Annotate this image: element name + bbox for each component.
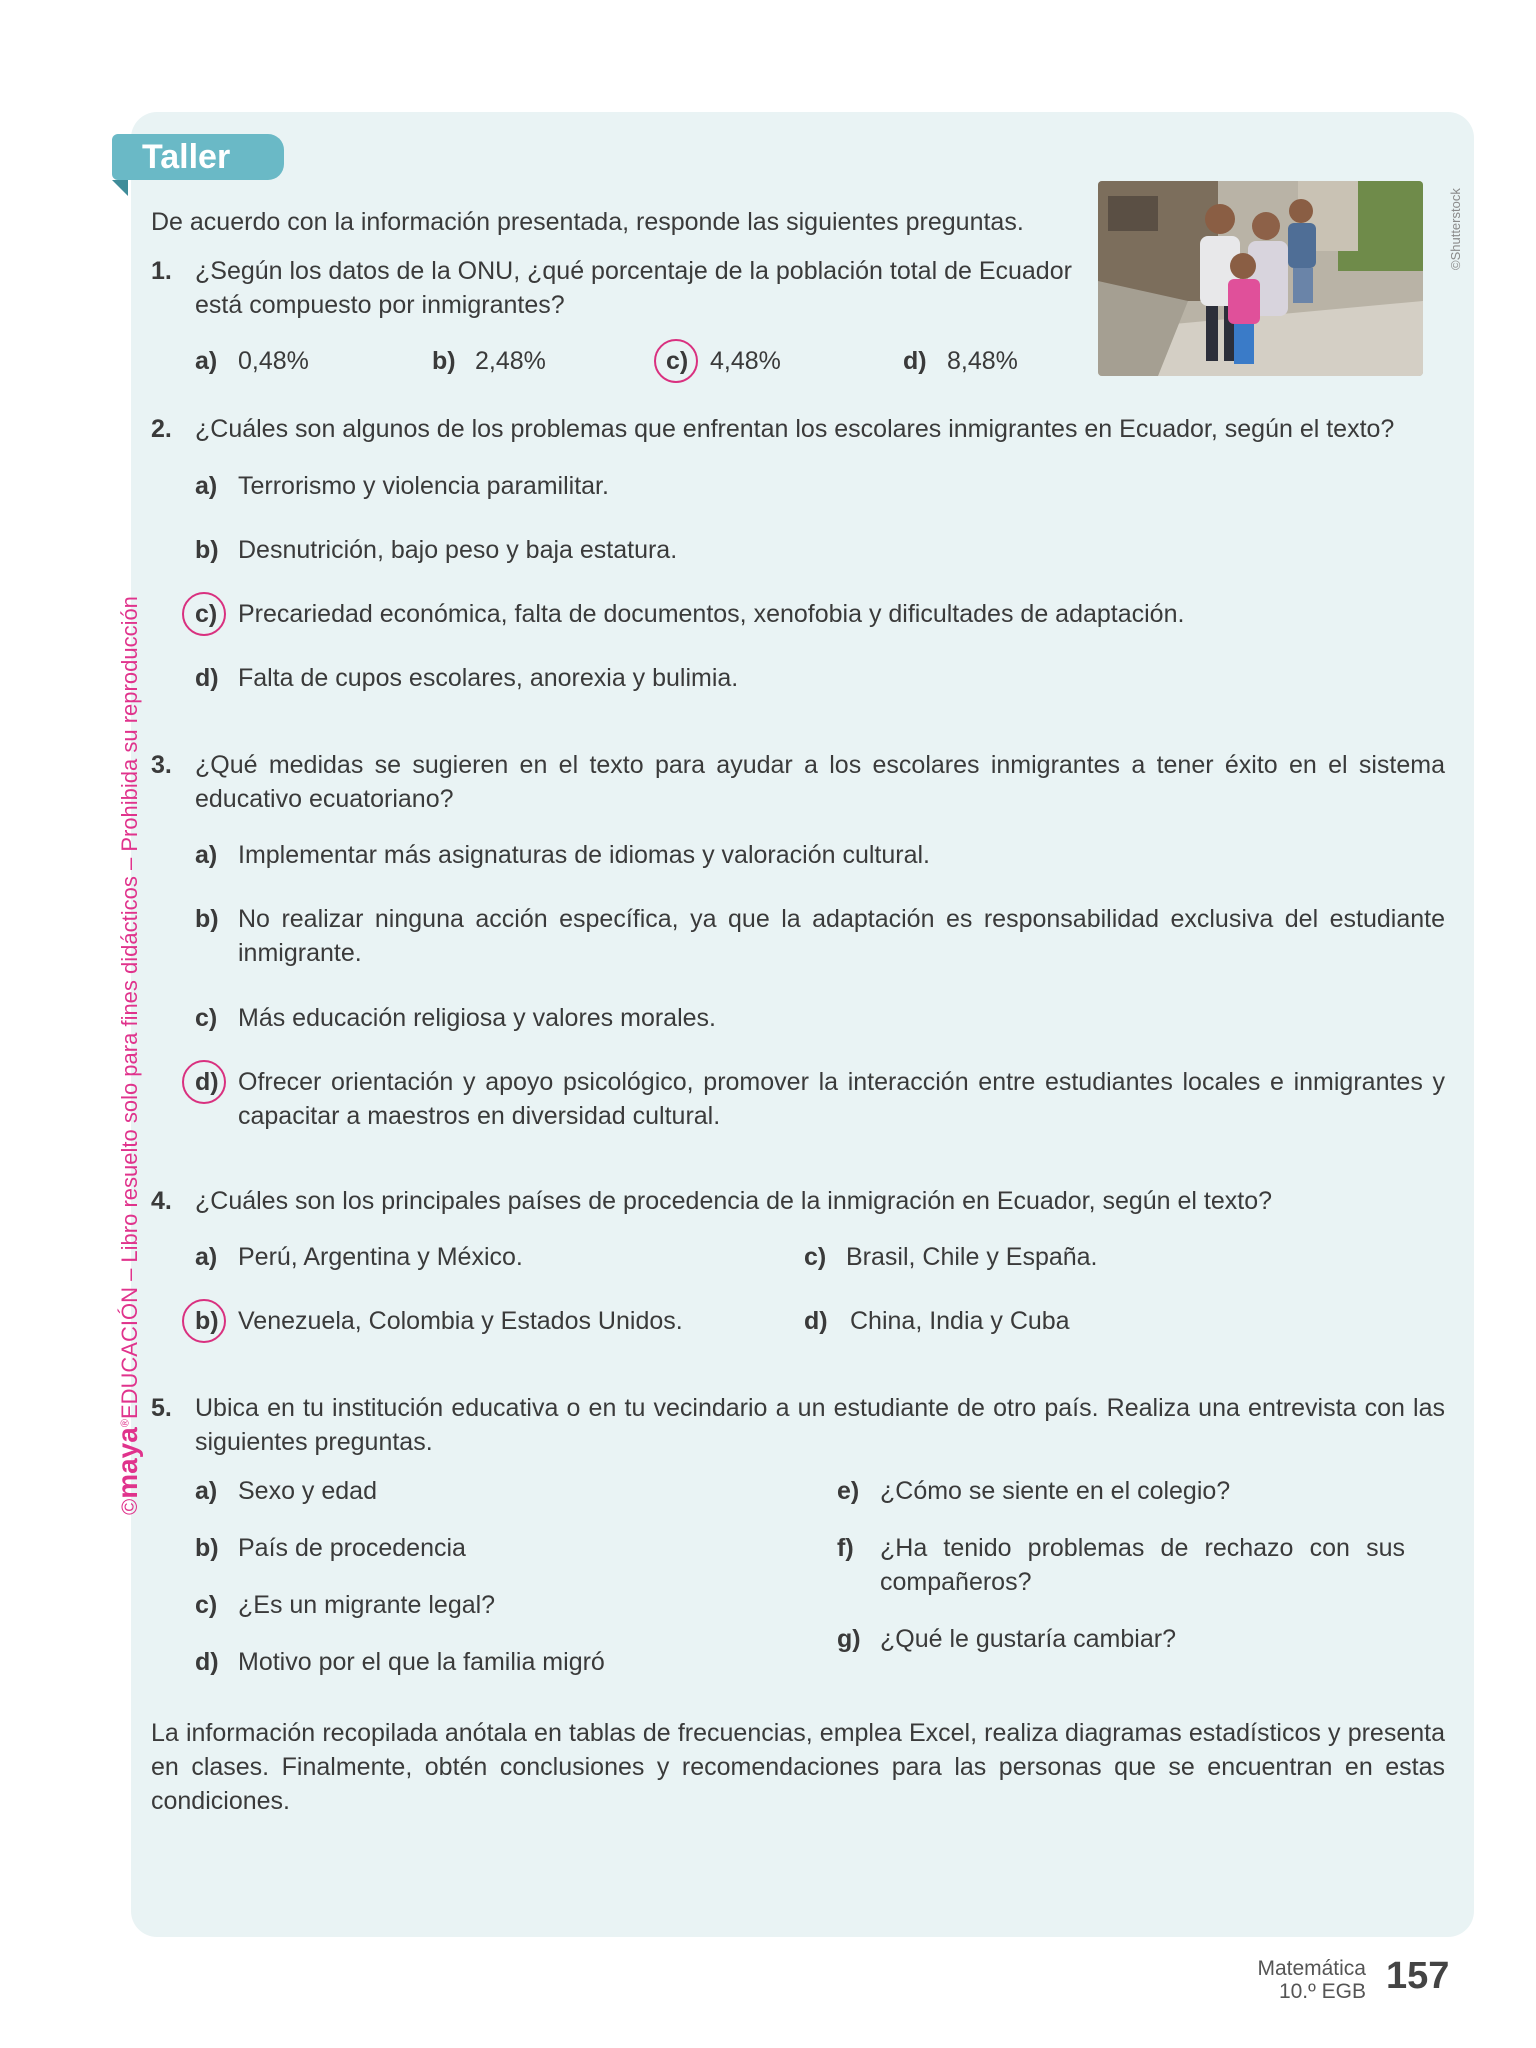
question-number: 5. xyxy=(151,1394,172,1422)
item-label: b) xyxy=(195,1534,219,1562)
item-label: e) xyxy=(837,1477,860,1505)
item-text: Motivo por el que la familia migró xyxy=(238,1648,605,1676)
grade-level: 10.º EGB xyxy=(1278,1980,1366,2003)
item-label: g) xyxy=(837,1625,861,1653)
question-text: ¿Qué medidas se sugieren en el texto para ayudar a los escolares inmigrantes a tener éxito en el sistema educativo ecuatoriano? xyxy=(195,751,1445,813)
item-label: a) xyxy=(195,1477,218,1505)
option-text: Venezuela, Colombia y Estados Unidos. xyxy=(238,1307,683,1335)
question-number: 2. xyxy=(151,415,172,443)
option-text: Falta de cupos escolares, anorexia y bulimia. xyxy=(238,664,739,692)
question-number: 1. xyxy=(151,257,172,285)
option-text: Brasil, Chile y España. xyxy=(846,1243,1098,1271)
family-photo xyxy=(1098,181,1423,376)
option-label: b) xyxy=(195,1307,219,1335)
option-text: 8,48% xyxy=(947,347,1018,375)
option-label: c) xyxy=(195,1004,218,1032)
sidebar-text: EDUCACIÓN – Libro resuelto solo para fines didácticos – Prohibida su reproducción xyxy=(117,596,142,1420)
question-text: ¿Según los datos de la ONU, ¿qué porcentaje de la población total de Ecuador está compuesto por inmigrantes? xyxy=(195,257,1072,319)
option-label: a) xyxy=(195,472,218,500)
option-label: c) xyxy=(666,347,689,375)
option-text: Ofrecer orientación y apoyo psicológico, promover la interacción entre estudiantes locales e inmigrantes y capacitar a maestros en diversidad cultural. xyxy=(238,1068,1445,1130)
publisher-sidebar xyxy=(112,596,144,1515)
option-text: 2,48% xyxy=(475,347,546,375)
option-text: Más educación religiosa y valores morales. xyxy=(238,1004,716,1032)
question-text: ¿Cuáles son los principales países de procedencia de la inmigración en Ecuador, según el texto? xyxy=(195,1187,1273,1215)
question-number: 4. xyxy=(151,1187,172,1215)
option-label: a) xyxy=(195,841,218,869)
item-text: País de procedencia xyxy=(238,1534,466,1562)
question-text: ¿Cuáles son algunos de los problemas que enfrentan los escolares inmigrantes en Ecuador, según el texto? xyxy=(195,415,1395,443)
option-text: No realizar ninguna acción específica, ya que la adaptación es responsabilidad exclusiva del estudiante inmigrante. xyxy=(238,905,1445,967)
taller-tab: Taller xyxy=(112,134,284,180)
option-text: China, India y Cuba xyxy=(850,1307,1070,1335)
option-label: b) xyxy=(432,347,456,375)
registered-symbol: ® xyxy=(119,1419,132,1428)
option-label: a) xyxy=(195,347,218,375)
question-text: Ubica en tu institución educativa o en tu vecindario a un estudiante de otro país. Realiza una entrevista con las siguientes preguntas. xyxy=(195,1394,1445,1456)
option-text: Precariedad económica, falta de documentos, xenofobia y dificultades de adaptación. xyxy=(238,600,1185,628)
page-number: 157 xyxy=(1386,1955,1450,1997)
item-text: ¿Cómo se siente en el colegio? xyxy=(880,1477,1231,1505)
option-label: d) xyxy=(804,1307,828,1335)
item-text: ¿Es un migrante legal? xyxy=(238,1591,496,1619)
item-label: f) xyxy=(837,1534,854,1562)
option-label: b) xyxy=(195,536,219,564)
closing-paragraph: La información recopilada anótala en tablas de frecuencias, emplea Excel, realiza diagramas estadísticos y presenta en clases. Finalmente, obtén conclusiones y recomendaciones para las personas que se encuentran en estas condiciones. xyxy=(151,1719,1445,1815)
item-label: d) xyxy=(195,1648,219,1676)
option-text: Desnutrición, bajo peso y baja estatura. xyxy=(238,536,678,564)
photo-credit: ©Shutterstock xyxy=(1448,188,1463,270)
option-label: c) xyxy=(804,1243,827,1271)
item-label: c) xyxy=(195,1591,218,1619)
option-label: d) xyxy=(903,347,927,375)
option-text: 0,48% xyxy=(238,347,309,375)
option-text: Implementar más asignaturas de idiomas y valoración cultural. xyxy=(238,841,930,869)
option-label: a) xyxy=(195,1243,218,1271)
footer-subject xyxy=(1257,1957,1366,2003)
option-label: b) xyxy=(195,905,219,933)
tab-fold xyxy=(112,180,128,196)
question-number: 3. xyxy=(151,751,172,779)
option-text: 4,48% xyxy=(710,347,781,375)
item-text: ¿Ha tenido problemas de rechazo con sus compañeros? xyxy=(880,1534,1405,1596)
intro-text: De acuerdo con la información presentada, responde las siguientes preguntas. xyxy=(151,208,1024,236)
subject-name: Matemática xyxy=(1257,1957,1366,1980)
option-text: Perú, Argentina y México. xyxy=(238,1243,523,1271)
option-label: d) xyxy=(195,1068,219,1096)
option-label: d) xyxy=(195,664,219,692)
option-text: Terrorismo y violencia paramilitar. xyxy=(238,472,609,500)
item-text: Sexo y edad xyxy=(238,1477,377,1505)
option-label: c) xyxy=(195,600,218,628)
copyright-symbol: © xyxy=(117,1498,142,1515)
brand-logo-text: maya xyxy=(112,1427,143,1499)
item-text: ¿Qué le gustaría cambiar? xyxy=(880,1625,1176,1653)
